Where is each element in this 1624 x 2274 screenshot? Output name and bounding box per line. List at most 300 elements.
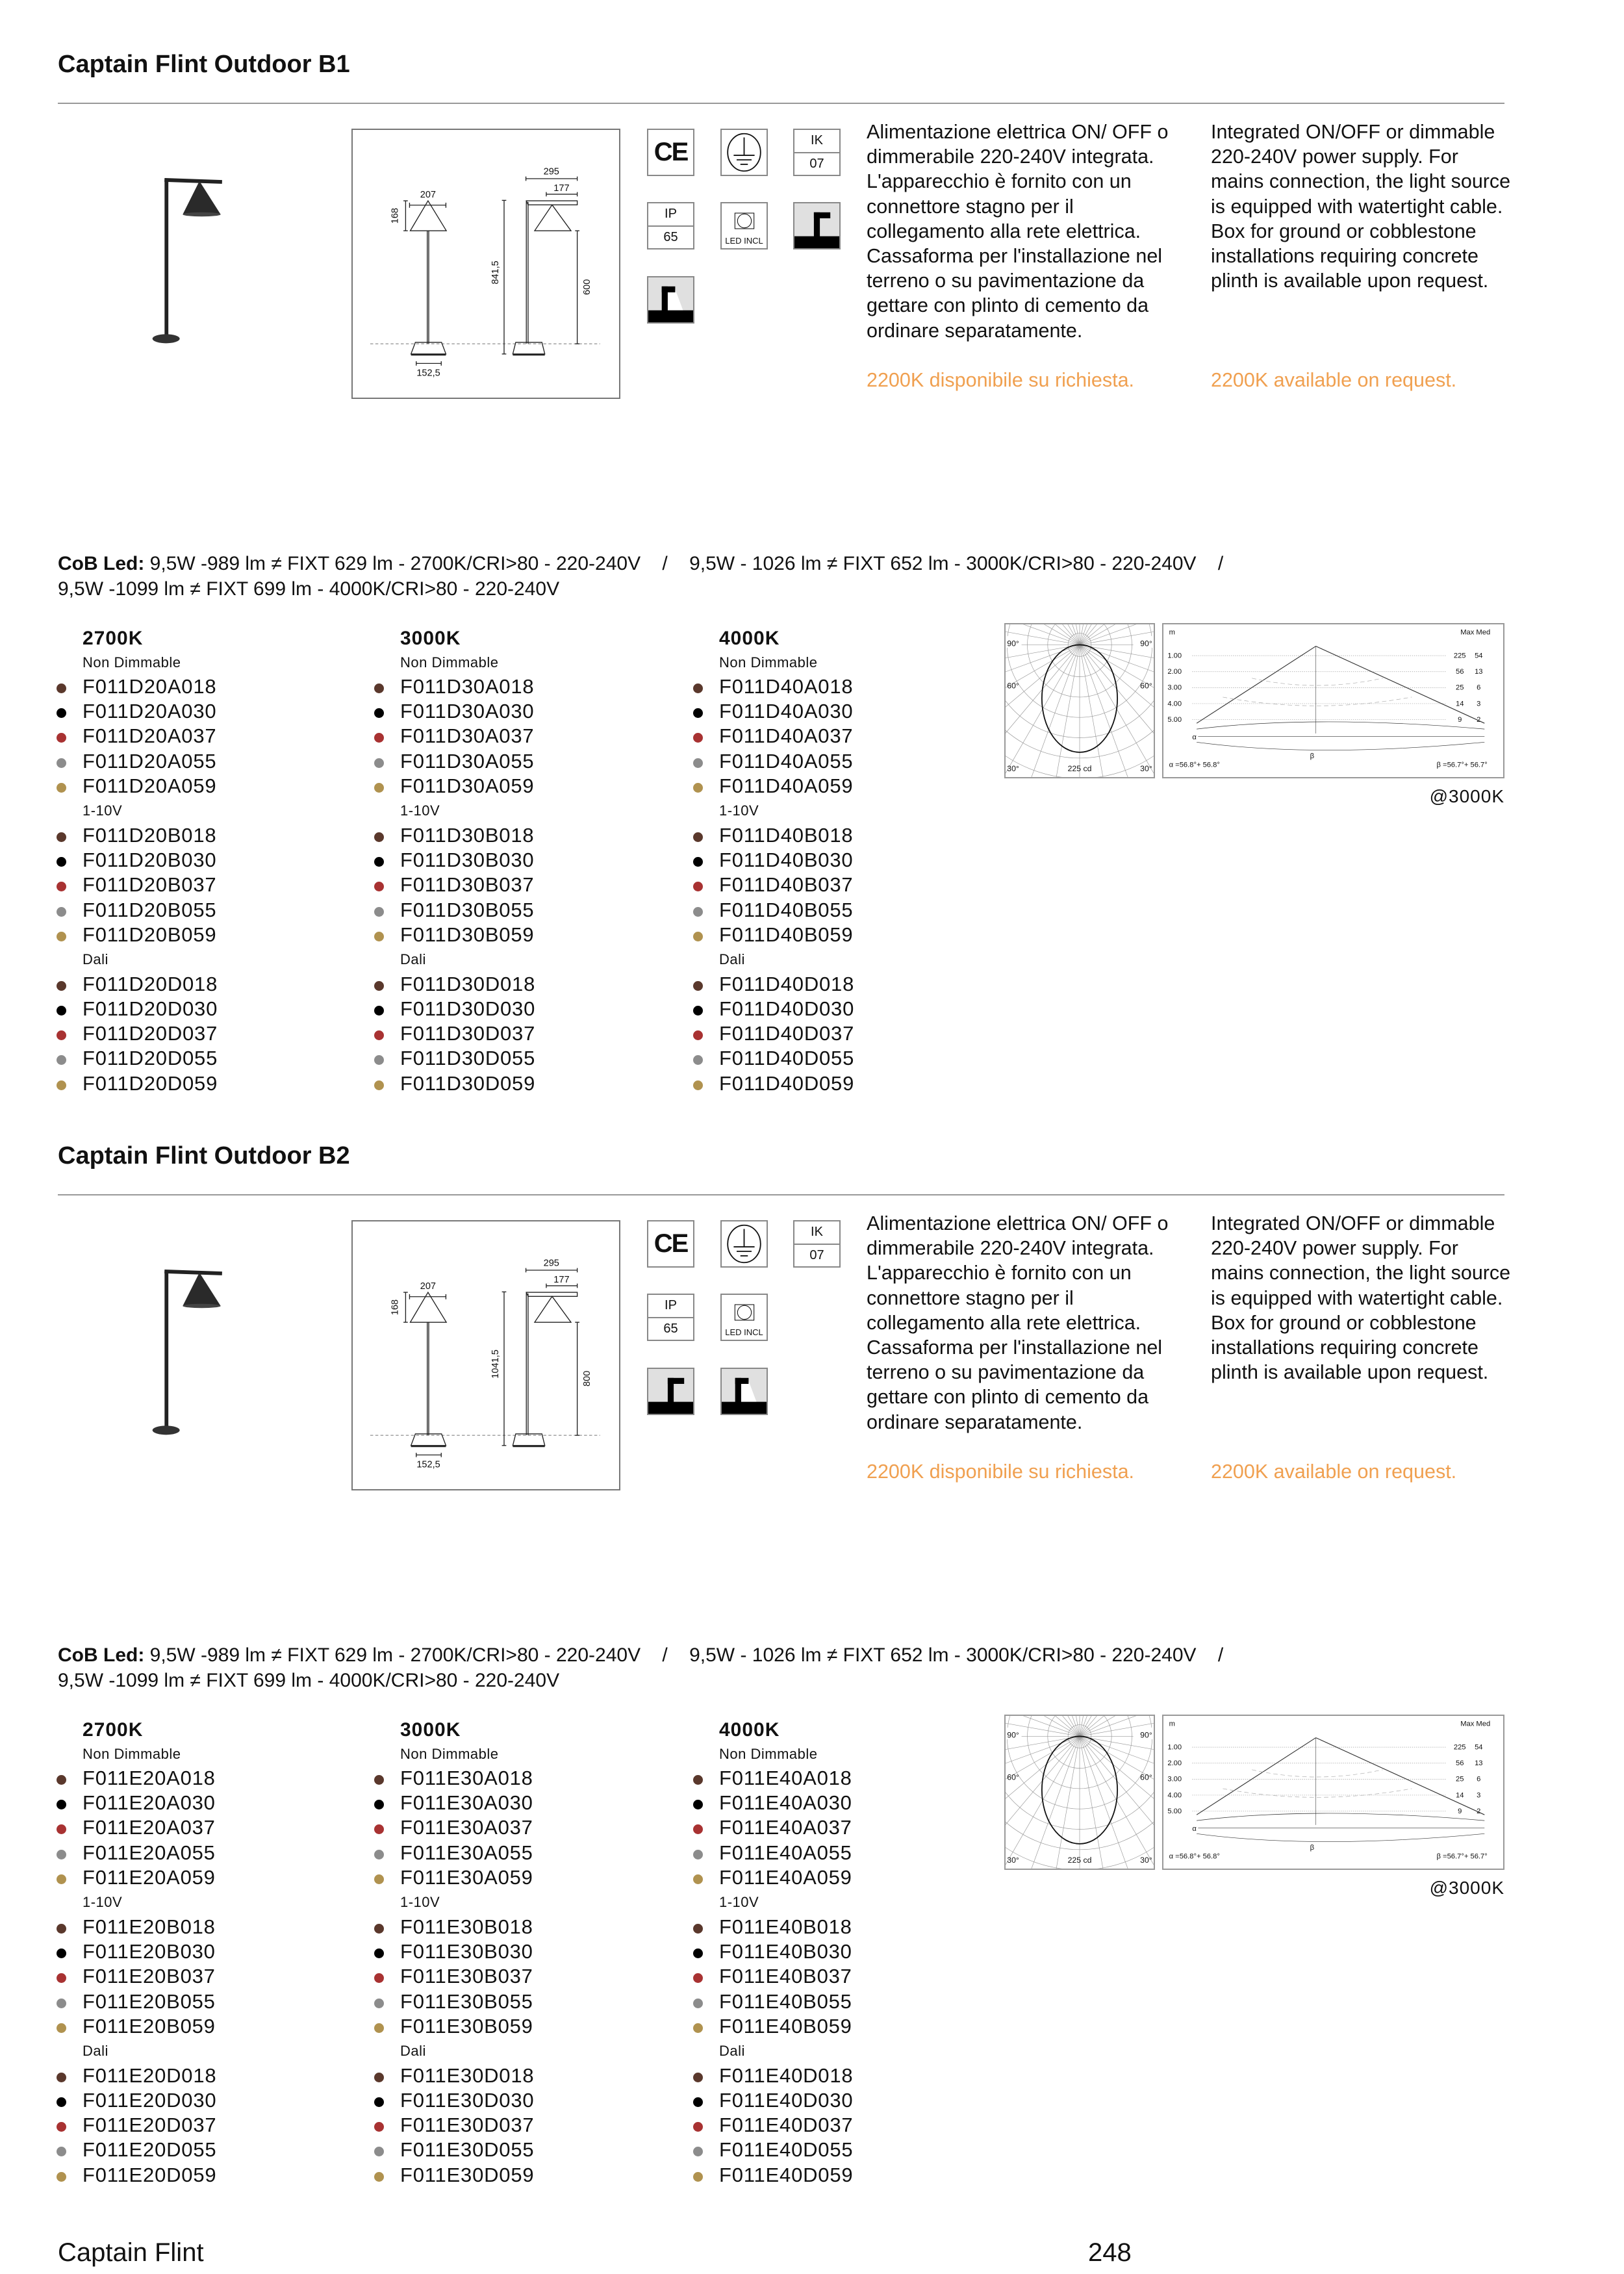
product-code (82, 2063, 355, 2088)
ik-rating-icon: IK 07 (793, 129, 841, 176)
product-code-text: F011E30B018 (400, 1915, 533, 1938)
dimension-label: 207 (420, 190, 437, 201)
product-code-text: F011E40A018 (719, 1767, 852, 1789)
product-code (400, 898, 673, 923)
finish-color-dot (693, 2097, 703, 2107)
code-column-4000k (719, 626, 992, 1096)
code-column-2700k (82, 1718, 355, 2188)
finish-color-dot (693, 733, 703, 743)
photometry-reference: @3000K (1429, 1878, 1504, 1898)
product-code-text: F011D20A059 (82, 774, 217, 797)
product-title: Captain Flint Outdoor B2 (58, 1142, 350, 1169)
med-lux-value: 54 (1475, 1743, 1483, 1752)
product-code-text: F011E30B037 (400, 1965, 533, 1988)
finish-color-dot (57, 2097, 66, 2107)
product-section (0, 1092, 1624, 2186)
code-column-3000k (400, 626, 673, 1096)
product-code (82, 823, 355, 848)
alpha-label: α (1192, 733, 1197, 741)
finish-color-dot (374, 2097, 384, 2107)
finish-color-dot (57, 1006, 66, 1016)
product-code (719, 699, 992, 724)
finish-color-dot (57, 683, 66, 693)
product-code (719, 873, 992, 897)
cob-line-2: 9,5W -1099 lm ≠ FIXT 699 lm - 4000K/CRI>80 - 220-240V (58, 1670, 560, 1691)
product-code (400, 1046, 673, 1071)
distance-label: 3.00 (1167, 1775, 1182, 1783)
product-code-text: F011D40D018 (719, 972, 855, 995)
product-code (719, 1964, 992, 1989)
polar-label: 90° (1140, 639, 1152, 648)
cone-diagram-frame (1162, 1715, 1504, 1870)
finish-color-dot (57, 758, 66, 768)
product-code-text: F011D20A018 (82, 675, 217, 698)
product-code (82, 2088, 355, 2113)
finish-color-dot (57, 1055, 66, 1065)
product-section (0, 0, 1624, 1095)
dimension-label: 295 (543, 166, 559, 177)
earth-ground-icon (720, 129, 768, 176)
alpha-angle: α =56.8°+ 56.8° (1169, 761, 1220, 769)
finish-color-dot (374, 1973, 384, 1983)
product-code (719, 749, 992, 774)
polar-label: 30° (1007, 1855, 1019, 1865)
product-code (719, 1766, 992, 1791)
product-code (82, 1791, 355, 1815)
finish-color-dot (57, 1030, 66, 1040)
polar-label: 30° (1140, 763, 1152, 773)
cob-line-2: 9,5W -1099 lm ≠ FIXT 699 lm - 4000K/CRI>80 - 220-240V (58, 578, 560, 600)
note-italian: 2200K disponibile su richiesta. (867, 369, 1135, 391)
finish-color-dot (57, 857, 66, 867)
finish-color-dot (374, 1924, 384, 1934)
finish-color-dot (693, 882, 703, 891)
product-code-text: F011D20B030 (82, 849, 217, 872)
finish-color-dot (57, 2122, 66, 2132)
product-code (82, 972, 355, 997)
finish-color-dot (374, 1030, 384, 1040)
product-code-text: F011D40A055 (719, 749, 854, 773)
cob-led-specs (58, 1642, 1223, 1693)
dimension-label: 841,5 (490, 261, 501, 285)
product-code (400, 923, 673, 947)
product-code-text: F011E40D059 (719, 2163, 854, 2186)
ground-mount-icon (647, 1368, 694, 1415)
finish-color-dot (57, 907, 66, 917)
product-code-text: F011D20B018 (82, 823, 217, 847)
photometry-reference: @3000K (1429, 786, 1504, 806)
product-code-text: F011E20D037 (82, 2114, 217, 2137)
product-code-text: F011E40A059 (719, 1865, 852, 1889)
unit-label: m (1169, 628, 1175, 637)
product-code-text: F011E40B059 (719, 2014, 852, 2038)
product-code-text: F011D20B037 (82, 873, 217, 897)
product-code-text: F011E30B055 (400, 1989, 533, 2013)
ce-mark-icon: CE (647, 129, 694, 176)
finish-color-dot (374, 1800, 384, 1809)
product-code-text: F011E20A030 (82, 1791, 216, 1815)
med-lux-value: 3 (1477, 1791, 1481, 1800)
color-temperature-heading: 4000K (719, 1719, 780, 1741)
dimming-type-label: Non Dimmable (719, 654, 818, 671)
product-code (400, 2014, 673, 2039)
dimension-label: 295 (543, 1258, 559, 1269)
product-code-text: F011E30D030 (400, 2089, 535, 2112)
product-code (400, 972, 673, 997)
finish-color-dot (693, 1948, 703, 1958)
cob-label: CoB Led: (58, 1644, 145, 1666)
finish-color-dot (57, 733, 66, 743)
product-code-text: F011E30D018 (400, 2063, 535, 2087)
polar-label: 225 cd (1067, 1855, 1092, 1865)
finish-color-dot (693, 1080, 703, 1090)
product-code (400, 674, 673, 699)
max-lux-value: 14 (1455, 1791, 1464, 1800)
dimming-type-label: 1-10V (400, 1893, 440, 1910)
finish-color-dot (374, 981, 384, 991)
ground-mount-beam-icon (720, 1368, 768, 1415)
product-code (719, 774, 992, 798)
distance-label: 2.00 (1167, 668, 1182, 676)
finish-color-dot (693, 1055, 703, 1065)
med-lux-value: 13 (1475, 1759, 1483, 1768)
product-code (719, 2138, 992, 2162)
polar-label: 90° (1140, 1730, 1152, 1740)
product-code-text: F011E20D059 (82, 2163, 217, 2186)
product-code (719, 2063, 992, 2088)
finish-color-dot (374, 683, 384, 693)
product-code (82, 2014, 355, 2039)
product-code (719, 1021, 992, 1046)
beta-label: β (1310, 752, 1315, 760)
med-lux-value: 2 (1477, 1807, 1481, 1815)
product-code (719, 1815, 992, 1840)
product-code (400, 873, 673, 897)
product-code-text: F011D30A037 (400, 724, 535, 748)
product-code (719, 1989, 992, 2014)
drawing-frame (351, 1220, 620, 1490)
distance-label: 3.00 (1167, 683, 1182, 692)
distance-label: 1.00 (1167, 1743, 1182, 1752)
finish-color-dot (57, 832, 66, 842)
finish-color-dot (374, 1080, 384, 1090)
finish-color-dot (693, 683, 703, 693)
product-code (82, 2163, 355, 2188)
product-code-text: F011E30A059 (400, 1865, 533, 1889)
dimension-label: 168 (390, 207, 401, 224)
product-code (400, 2138, 673, 2162)
product-code (719, 2088, 992, 2113)
product-code-text: F011D20B055 (82, 898, 217, 921)
product-code-text: F011E20D018 (82, 2063, 217, 2087)
color-temperature-heading: 3000K (400, 628, 461, 649)
max-lux-value: 14 (1455, 700, 1464, 708)
product-code-text: F011E20A018 (82, 1767, 216, 1789)
cone-diagram-frame (1162, 623, 1504, 778)
finish-color-dot (693, 708, 703, 718)
product-code-text: F011E30B059 (400, 2014, 533, 2038)
polar-label: 60° (1007, 681, 1019, 691)
product-code (400, 823, 673, 848)
max-med-header: Max Med (1460, 628, 1491, 637)
finish-color-dot (374, 1824, 384, 1834)
product-code-text: F011D30D018 (400, 972, 536, 995)
med-lux-value: 3 (1477, 700, 1481, 708)
finish-color-dot (693, 1824, 703, 1834)
max-lux-value: 25 (1455, 683, 1464, 692)
finish-color-dot (374, 1999, 384, 2008)
earth-ground-icon (720, 1220, 768, 1268)
product-code (82, 2113, 355, 2138)
product-code (82, 1841, 355, 1865)
max-lux-value: 225 (1453, 1743, 1466, 1752)
dimension-label: 168 (390, 1299, 401, 1316)
color-temperature-heading: 4000K (719, 628, 780, 649)
product-code (719, 724, 992, 748)
product-code (400, 2063, 673, 2088)
finish-color-dot (374, 708, 384, 718)
finish-color-dot (693, 1030, 703, 1040)
finish-color-dot (374, 1850, 384, 1859)
product-code-text: F011E40D037 (719, 2114, 854, 2137)
dimension-label: 600 (582, 279, 593, 295)
product-code (400, 2088, 673, 2113)
product-code-text: F011D20D037 (82, 1022, 218, 1045)
finish-color-dot (693, 1775, 703, 1785)
product-code (719, 1865, 992, 1890)
product-code (400, 1815, 673, 1840)
product-code (400, 997, 673, 1021)
finish-color-dot (57, 882, 66, 891)
ip-rating-icon: IP 65 (647, 202, 694, 249)
finish-color-dot (57, 1874, 66, 1884)
product-code-text: F011D30D059 (400, 1071, 536, 1095)
product-code-text: F011D40D059 (719, 1071, 855, 1095)
polar-label: 30° (1007, 763, 1019, 773)
product-code (82, 997, 355, 1021)
finish-color-dot (693, 857, 703, 867)
finish-color-dot (693, 832, 703, 842)
finish-color-dot (374, 1006, 384, 1016)
product-code (400, 1021, 673, 1046)
product-code-text: F011E20B018 (82, 1915, 216, 1938)
finish-color-dot (693, 783, 703, 793)
product-code-text: F011D30B059 (400, 923, 535, 946)
product-code (719, 2163, 992, 2188)
product-code-text: F011E20B059 (82, 2014, 216, 2038)
product-code-text: F011D30B018 (400, 823, 535, 847)
product-code-text: F011D20A055 (82, 749, 217, 773)
product-code-text: F011E40B018 (719, 1915, 852, 1938)
product-code (82, 898, 355, 923)
product-code-text: F011E20A059 (82, 1865, 216, 1889)
cob-led-specs (58, 551, 1223, 602)
product-code (82, 774, 355, 798)
finish-color-dot (374, 2023, 384, 2033)
product-code (719, 1915, 992, 1939)
finish-color-dot (374, 932, 384, 941)
distance-label: 2.00 (1167, 1759, 1182, 1768)
product-code-text: F011D40B037 (719, 873, 854, 897)
product-code (400, 774, 673, 798)
product-code (82, 923, 355, 947)
product-code (400, 1939, 673, 1964)
product-code (82, 1964, 355, 1989)
light-cone-diagram (1163, 624, 1503, 777)
product-code-text: F011D30A059 (400, 774, 535, 797)
product-code-text: F011D40B055 (719, 898, 854, 921)
product-code (82, 848, 355, 873)
finish-color-dot (374, 758, 384, 768)
product-code (400, 749, 673, 774)
finish-color-dot (693, 1973, 703, 1983)
color-temperature-heading: 3000K (400, 1719, 461, 1741)
finish-color-dot (57, 2073, 66, 2082)
product-code (719, 674, 992, 699)
product-code-text: F011D40A059 (719, 774, 854, 797)
note-italian: 2200K disponibile su richiesta. (867, 1461, 1135, 1483)
product-code (719, 972, 992, 997)
finish-color-dot (57, 932, 66, 941)
dimming-type-label: 1-10V (82, 1893, 123, 1910)
product-code (400, 699, 673, 724)
finish-color-dot (57, 1800, 66, 1809)
product-code-text: F011E20A037 (82, 1816, 216, 1839)
dimming-type-label: Non Dimmable (82, 1746, 181, 1762)
finish-color-dot (57, 2023, 66, 2033)
dimension-label: 177 (553, 183, 570, 194)
finish-color-dot (57, 1948, 66, 1958)
polar-diagram (1006, 1716, 1154, 1869)
product-code-text: F011D30A030 (400, 700, 535, 723)
finish-color-dot (57, 1924, 66, 1934)
max-med-header: Max Med (1460, 1720, 1491, 1728)
ground-mount-beam-icon (647, 276, 694, 324)
product-code-text: F011E40A055 (719, 1841, 852, 1864)
dimming-type-label: 1-10V (719, 1893, 759, 1910)
cob-label: CoB Led: (58, 553, 145, 574)
finish-color-dot (374, 882, 384, 891)
finish-color-dot (693, 2147, 703, 2156)
finish-color-dot (57, 2172, 66, 2182)
product-code-text: F011D40B059 (719, 923, 854, 946)
distance-label: 5.00 (1167, 1807, 1182, 1815)
finish-color-dot (693, 1999, 703, 2008)
product-code-text: F011E20B055 (82, 1989, 216, 2013)
code-column-3000k (400, 1718, 673, 2188)
product-code-text: F011E30A030 (400, 1791, 533, 1815)
distance-label: 4.00 (1167, 700, 1182, 708)
dimming-type-label: Dali (719, 2042, 745, 2059)
product-code-text: F011D20A030 (82, 700, 217, 723)
max-lux-value: 9 (1458, 1807, 1462, 1815)
finish-color-dot (374, 1948, 384, 1958)
beta-angle: β =56.7°+ 56.7° (1436, 1852, 1488, 1861)
color-temperature-heading: 2700K (82, 628, 144, 649)
product-code-text: F011D30B037 (400, 873, 535, 897)
dimming-type-label: Non Dimmable (400, 1746, 499, 1762)
product-code-text: F011D40A018 (719, 675, 854, 698)
product-code-text: F011E40B055 (719, 1989, 852, 2013)
product-code-text: F011D30A018 (400, 675, 535, 698)
product-code-text: F011E20D055 (82, 2138, 217, 2162)
divider (58, 1194, 1504, 1195)
product-code-text: F011E40B030 (719, 1940, 852, 1963)
product-code-text: F011E40A037 (719, 1816, 852, 1839)
product-code-text: F011E40D018 (719, 2063, 854, 2087)
med-lux-value: 2 (1477, 715, 1481, 724)
finish-color-dot (374, 857, 384, 867)
product-code (400, 1915, 673, 1939)
finish-color-dot (57, 2147, 66, 2156)
product-code-text: F011D30D037 (400, 1022, 536, 1045)
polar-label: 60° (1140, 1772, 1152, 1782)
dimming-type-label: 1-10V (400, 802, 440, 819)
finish-color-dot (374, 832, 384, 842)
product-code (82, 1865, 355, 1890)
product-code (82, 2138, 355, 2162)
product-code (400, 848, 673, 873)
finish-color-dot (693, 758, 703, 768)
product-code (400, 1791, 673, 1815)
finish-color-dot (693, 1850, 703, 1859)
finish-color-dot (374, 783, 384, 793)
product-code-text: F011D30B055 (400, 898, 535, 921)
finish-color-dot (57, 1775, 66, 1785)
dimming-type-label: Non Dimmable (400, 654, 499, 671)
product-code (719, 898, 992, 923)
divider (58, 103, 1504, 104)
finish-color-dot (57, 1824, 66, 1834)
product-code (82, 1915, 355, 1939)
code-column-4000k (719, 1718, 992, 2188)
led-included-icon: LED INCL (720, 202, 768, 249)
product-code-text: F011D20D055 (82, 1047, 218, 1070)
product-code (82, 1989, 355, 2014)
product-code-text: F011D40B018 (719, 823, 854, 847)
dimming-type-label: Dali (400, 951, 426, 967)
beta-angle: β =56.7°+ 56.7° (1436, 761, 1488, 769)
med-lux-value: 54 (1475, 652, 1483, 660)
cob-line-1: 9,5W -989 lm ≠ FIXT 629 lm - 2700K/CRI>80 - 220-240V / 9,5W - 1026 lm ≠ FIXT 652 lm - 3000K/CRI>80 - 220-240V / (144, 553, 1224, 574)
product-code (719, 848, 992, 873)
ce-mark-icon: CE (647, 1220, 694, 1268)
product-code (82, 1815, 355, 1840)
max-lux-value: 225 (1453, 652, 1466, 660)
product-code (400, 724, 673, 748)
dimming-type-label: 1-10V (82, 802, 123, 819)
polar-diagram-frame (1004, 1715, 1155, 1870)
dimension-label: 207 (420, 1281, 437, 1292)
product-code (400, 1989, 673, 2014)
dimension-label: 800 (582, 1370, 593, 1386)
page-number: 248 (1088, 2238, 1132, 2267)
beta-label: β (1310, 1843, 1315, 1852)
ik-rating-icon: IK 07 (793, 1220, 841, 1268)
product-code (400, 1766, 673, 1791)
product-code (719, 1791, 992, 1815)
finish-color-dot (374, 1874, 384, 1884)
note-english: 2200K available on request. (1211, 369, 1457, 391)
product-code (82, 724, 355, 748)
ground-mount-icon (793, 202, 841, 249)
product-code-text: F011E40D055 (719, 2138, 854, 2162)
product-code (719, 1939, 992, 1964)
product-code-text: F011D20B059 (82, 923, 217, 946)
product-code (719, 997, 992, 1021)
description-italian: Alimentazione elettrica ON/ OFF o dimmerabile 220-240V integrata. L'apparecchio è fornito con un connettore stagno per il collegamento alla rete elettrica. Cassaforma per l'installazione nel terreno o su pavimentazione da gettare con plinto di cemento da ordinare separatamente. (867, 1212, 1169, 1433)
light-cone-diagram (1163, 1716, 1503, 1869)
